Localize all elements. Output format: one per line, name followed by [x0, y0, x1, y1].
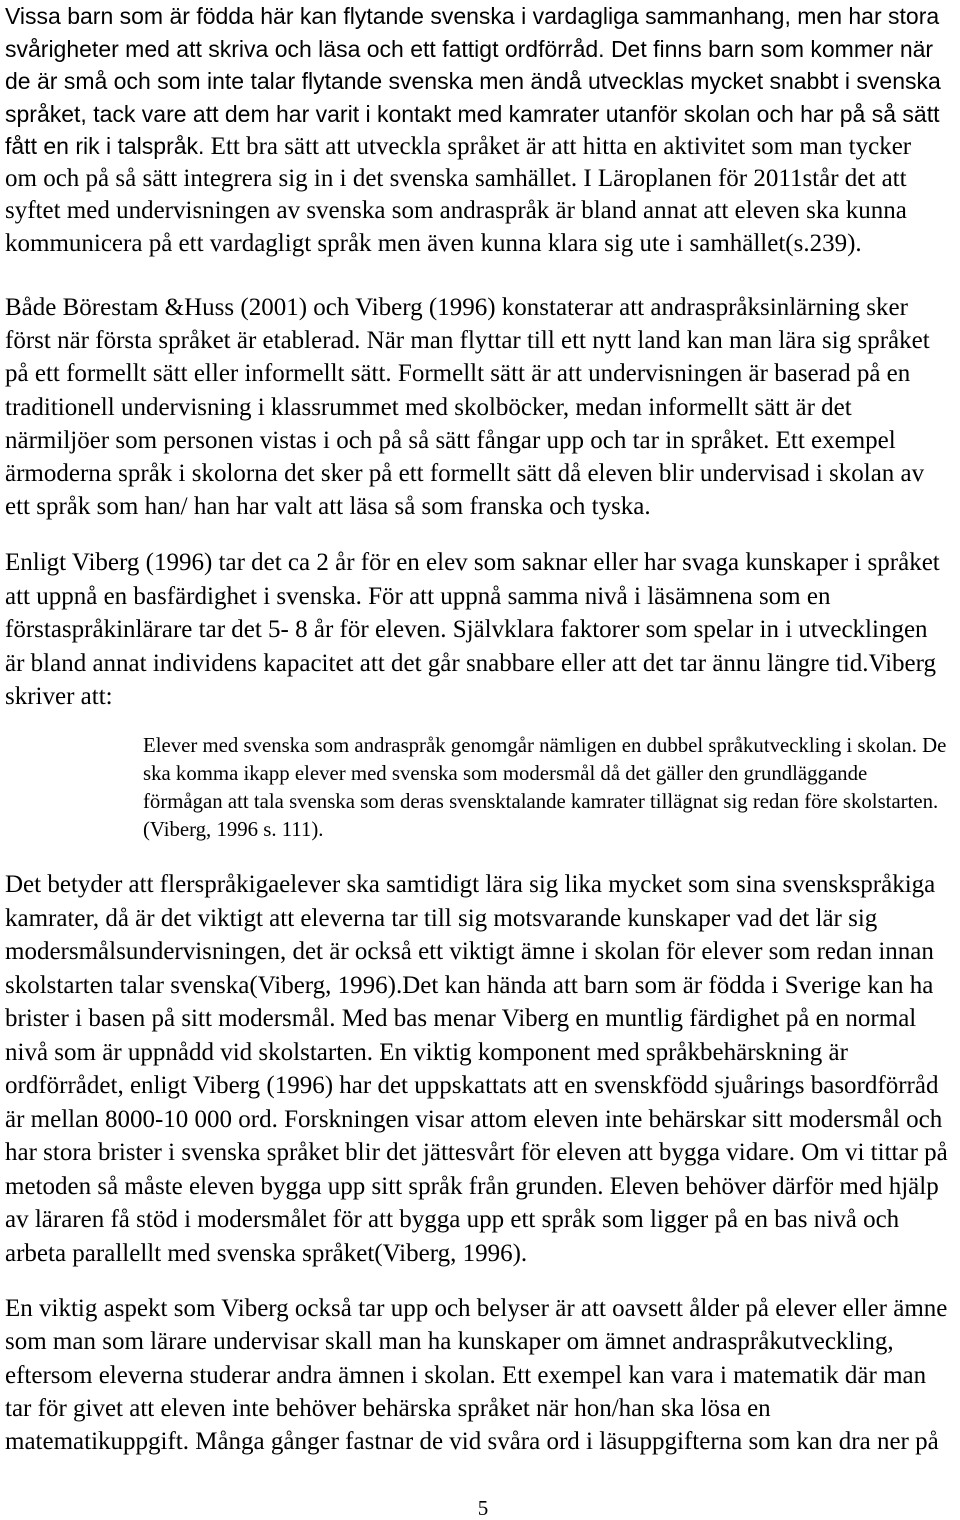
text-line: eftersom eleverna studerar andra ämnen i skolan. Ett exempel kan vara i matematik där man	[5, 1361, 927, 1389]
text-line: ärmoderna språk i skolorna det sker på ett formellt sätt då eleven blir undervisad i skolan av	[5, 459, 925, 487]
paragraph	[5, 546, 960, 714]
block-quote	[143, 732, 960, 844]
paragraph	[5, 868, 960, 1271]
text-line: är mellan 8000-10 000 ord. Forskningen visar attom eleven inte behärskar sitt modersmål och	[5, 1105, 943, 1133]
text-line: om och på så sätt integrera sig in i det svenska samhället. I Läroplanen för 2011står det att	[5, 164, 907, 192]
text-line: skolstarten talar svenska(Viberg, 1996).Det kan hända att barn som är födda i Sverige kan ha	[5, 971, 934, 999]
text-line: svårigheter med att skriva och läsa och ett fattigt ordförråd. Det finns barn som kommer när	[5, 35, 934, 62]
quote-line: ska komma ikapp elever med svenska som modersmål då det gäller den grundläggande	[143, 762, 868, 785]
text-line: Vissa barn som är födda här kan flytande svenska i vardagliga sammanhang, men har stora	[5, 3, 940, 29]
text-line: modersmålsundervisningen, det är också ett viktigt ämne i skolan för elever som redan innan	[5, 938, 934, 966]
text-line: ett språk som han/ han har valt att läsa så som franska och tyska.	[5, 493, 651, 521]
paragraph	[5, 1292, 960, 1458]
text-line: förstaspråkinlärare tar det 5- 8 år för eleven. Självklara faktorer som spelar in i utvecklingen	[5, 616, 928, 643]
text-line: syftet med undervisningen av svenska som andraspråk är bland annat att eleven ska kunna	[5, 197, 907, 224]
paragraph	[5, 0, 960, 260]
text-line	[5, 130, 960, 163]
text-line: arbeta parallellt med svenska språket(Viberg, 1996).	[5, 1240, 528, 1268]
text-line: språket, tack vare att dem har varit i kontakt med kamrater utanför skolan och har på så sätt	[5, 100, 940, 127]
quote-citation: (Viberg, 1996 s. 111).	[143, 818, 324, 841]
paragraph	[5, 291, 960, 523]
text-line: är bland annat individens kapacitet att det går snabbare eller att det tar ännu längre tid.Viberg	[5, 649, 937, 677]
text-line: En viktig aspekt som Viberg också tar upp och belyser är att oavsett ålder på elever eller ämne	[5, 1295, 948, 1322]
text-line: ordförrådet, enligt Viberg (1996) har det uppskattats att en svenskfödd sjuårings basordförråd	[5, 1072, 939, 1100]
page-number: 5	[477, 1496, 489, 1520]
text-line: att uppnå en basfärdighet i svenska. För att uppnå samma nivå i läsämnena som en	[5, 582, 831, 610]
text-line: brister i basen på sitt modersmål. Med bas menar Viberg en muntlig färdighet på en normal	[5, 1005, 917, 1033]
quote-line: Elever med svenska som andraspråk genomgår nämligen en dubbel språkutveckling i skolan. De	[143, 734, 947, 757]
text-line: först när första språket är etablerad. När man flyttar till ett nytt land kan man lära sig språket	[5, 327, 930, 355]
text-line: skriver att:	[5, 683, 113, 710]
text-line: Det betyder att flerspråkigaelever ska samtidigt lära sig lika mycket som sina svenskspråkiga	[5, 871, 936, 898]
text-line: har stora brister i svenska språket blir det jättesvårt för eleven att bygga vidare. Om vi tittar på	[5, 1139, 948, 1167]
text-line: av läraren få stöd i modersmålet för att bygga upp ett språk som ligger på en bas nivå och	[5, 1206, 900, 1234]
quote-line: förmågan att tala svenska som deras svensktalande kamrater tillägnat sig redan före skolstarten.	[143, 790, 939, 813]
text-line: matematikuppgift. Många gånger fastnar de vid svåra ord i läsuppgifterna som kan dra ner på	[5, 1428, 939, 1455]
text-line: traditionell undervisning i klassrummet med skolböcker, medan informellt sätt är det	[5, 393, 852, 421]
text-line: kommunicera på ett vardagligt språk men även kunna klara sig ute i samhället(s.239).	[5, 229, 862, 257]
text-segment-serif: Ett bra sätt att utveckla språket är att hitta en aktivitet som man tycker	[210, 133, 912, 160]
text-line: som man som lärare undervisar skall man ha kunskaper om ämnet andraspråkutveckling,	[5, 1328, 894, 1356]
text-line: närmiljöer som personen vistas i och på så sätt fångar upp och tar in språket. Ett exempel	[5, 426, 896, 454]
text-line: kamrater, då är det viktigt att eleverna tar till sig motsvarande kunskaper vad det lär sig	[5, 904, 878, 932]
text-segment-sans: fått en rik i talspråk.	[5, 133, 205, 159]
text-line: tar för givet att eleven inte behöver behärska språket när hon/han ska lösa en	[5, 1394, 771, 1422]
text-line: de är små och som inte talar flytande svenska men ändå utvecklas mycket snabbt i svenska	[5, 68, 941, 94]
text-line: Enligt Viberg (1996) tar det ca 2 år för en elev som saknar eller har svaga kunskaper i språket	[5, 549, 940, 576]
text-line: nivå som är uppnådd vid skolstarten. En viktig komponent med språkbehärskning är	[5, 1038, 848, 1066]
text-line: Både Börestam &Huss (2001) och Viberg (1996) konstaterar att andraspråksinlärning sker	[5, 294, 908, 321]
text-line: på ett formellt sätt eller informellt sätt. Formellt sätt är att undervisningen är baserad på en	[5, 360, 911, 388]
text-line: metoden så måste eleven bygga upp sitt språk från grunden. Eleven behöver därför med hjälp	[5, 1172, 939, 1200]
